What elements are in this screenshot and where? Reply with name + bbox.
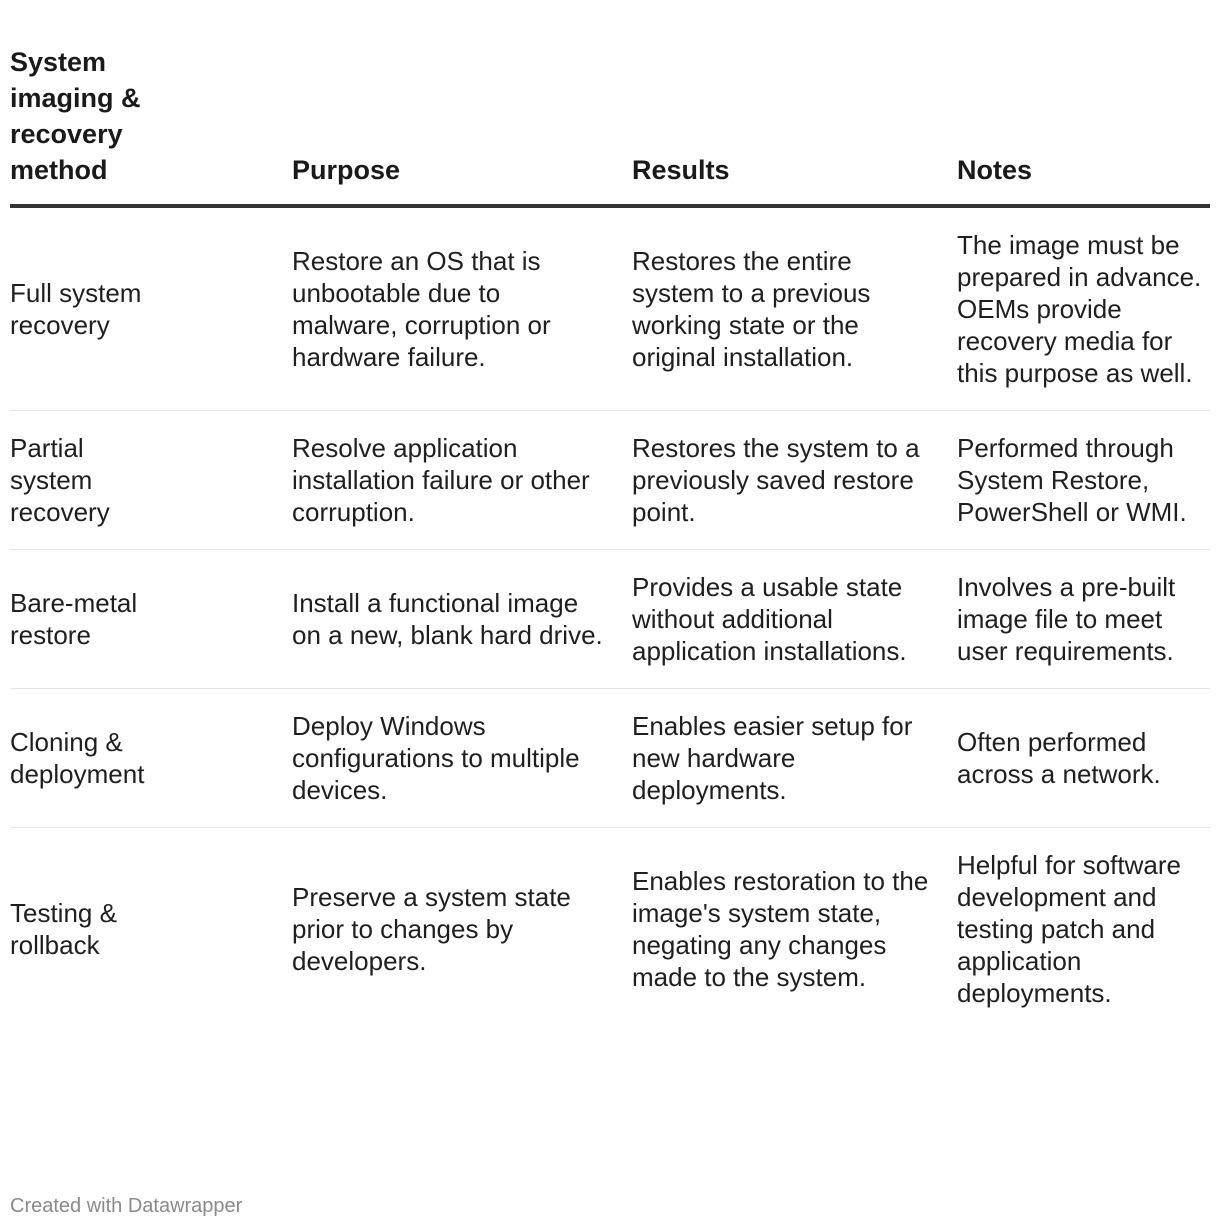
column-header-results[interactable]: Results [632,44,957,206]
column-header-purpose[interactable]: Purpose [292,44,632,206]
table-row [10,550,1210,689]
cell-method: Partial system recovery [10,411,292,550]
cell-results: Restores the entire system to a previous working state or the original installation. [632,206,957,411]
cell-results: Restores the system to a previously saved restore point. [632,411,957,550]
cell-purpose: Install a functional image on a new, blank hard drive. [292,550,632,689]
table-row [10,689,1210,828]
table-header-row [10,44,1210,206]
datawrapper-credit[interactable]: Created with Datawrapper [10,1195,243,1217]
cell-method: Testing & rollback [10,898,117,960]
cell-purpose: Restore an OS that is unbootable due to malware, corruption or hardware failure. [292,206,632,411]
table-row [10,411,1210,550]
cell-notes: Often performed across a network. [957,689,1210,828]
cell-method: Cloning & deployment [10,689,292,828]
recovery-methods-table [10,44,1210,1030]
cell-purpose: Deploy Windows configurations to multiple devices. [292,689,632,828]
column-header-method[interactable]: System imaging & recovery method [10,44,292,206]
cell-results: Provides a usable state without additional application installations. [632,550,957,689]
cell-notes: Helpful for software development and testing patch and application deployments. [957,850,1181,1008]
table-row [10,206,1210,411]
cell-notes: The image must be prepared in advance. OEMs provide recovery media for this purpose as well. [957,206,1210,411]
cell-notes: Performed through System Restore, PowerShell or WMI. [957,411,1210,550]
table-header [10,44,1210,206]
column-header-notes[interactable]: Notes [957,44,1210,206]
cell-results: Enables restoration to the image's system state, negating any changes made to the system. [632,866,929,992]
cell-purpose: Resolve application installation failure or other corruption. [292,411,632,550]
table-row [10,828,1210,1031]
comparison-table-container [10,44,1210,1030]
cell-method: Bare-metal restore [10,550,292,689]
table-body [10,206,1210,1030]
cell-results: Enables easier setup for new hardware deployments. [632,689,957,828]
cell-purpose: Preserve a system state prior to changes by developers. [292,882,571,976]
cell-method: Full system recovery [10,206,292,411]
cell-notes: Involves a pre-built image file to meet user requirements. [957,550,1210,689]
